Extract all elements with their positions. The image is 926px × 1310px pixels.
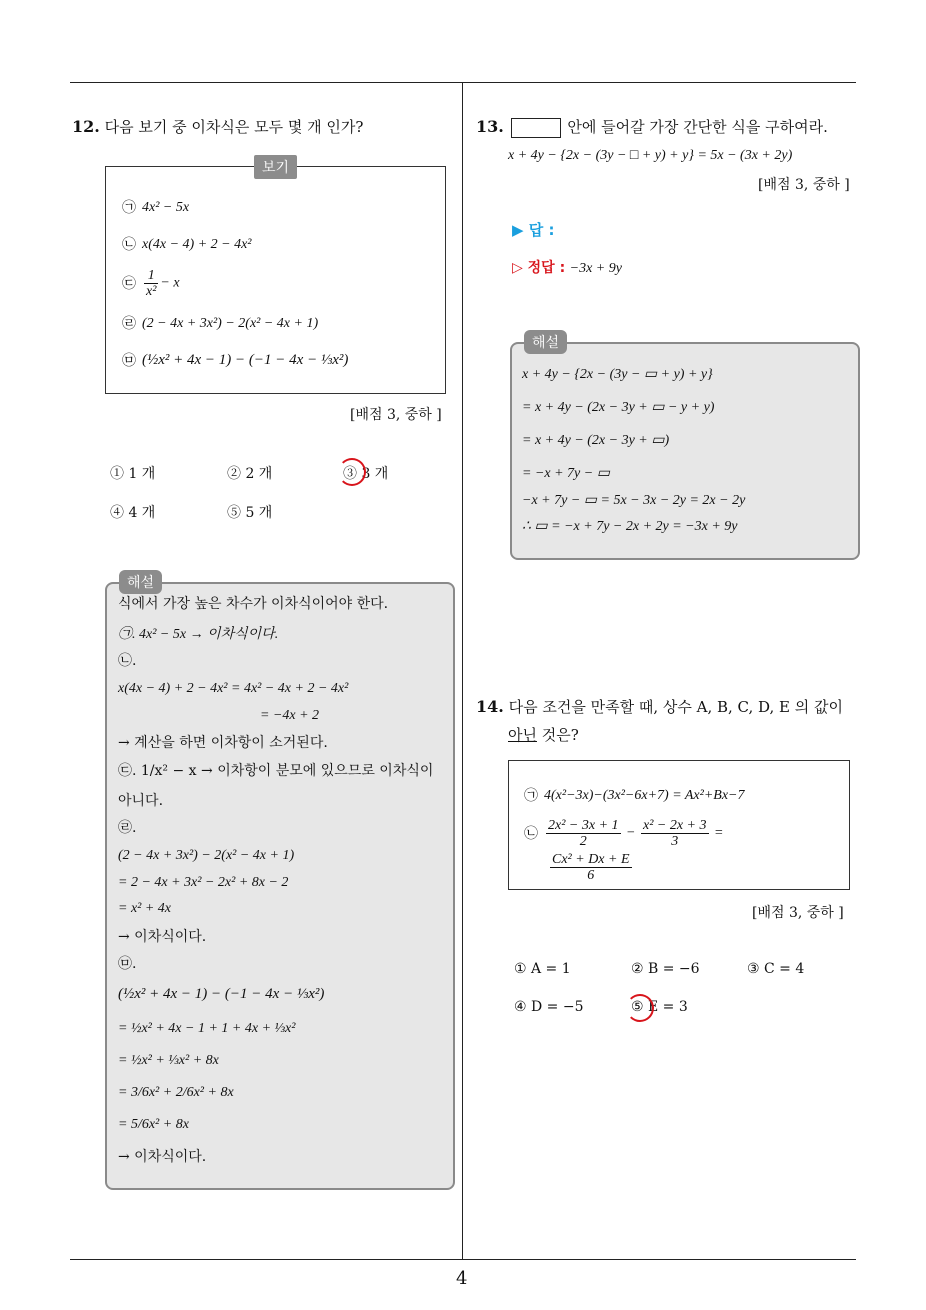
q13-correct-answer <box>512 257 622 277</box>
column-divider <box>462 82 463 1260</box>
q13-correct-value: −3x + 9y <box>569 261 622 276</box>
q14-text-1: 다음 조건을 만족할 때, 상수 A, B, C, D, E 의 값이 <box>508 698 844 716</box>
q12-number: 12. <box>72 117 100 136</box>
q14-condition-1: ㉠ 4(x²−3x)−(3x²−6x+7) = Ax²+Bx−7 <box>524 787 745 804</box>
q14-condition-2: ㉡ $\frac{\text{2x² − 3x + 1}}{2}$ − $\frac{\text{x² − 2x + 3}}{3}$ = <box>524 818 724 849</box>
q14-question-line1 <box>476 696 843 717</box>
q12-item-4: ㉣ (2 − 4x + 3x²) − 2(x² − 4x + 1) <box>122 315 319 332</box>
q13-question <box>476 116 828 138</box>
q12-option-4[interactable]: ④ 4 개 <box>110 505 156 521</box>
q12-answer-mark <box>338 458 366 486</box>
q13-solution-label: 해설 <box>524 330 567 354</box>
q12-item-5: ㉤ (½x² + 4x − 1) − (−1 − 4x − ⅓x²) <box>122 352 349 369</box>
q14-text-2: 것은? <box>536 726 579 744</box>
q12-option-5[interactable]: ⑤ 5 개 <box>227 505 273 521</box>
q13-correct-label: ▷ 정답 : <box>512 260 566 276</box>
q13-answer-blank <box>511 118 561 138</box>
q12-item-3: ㉢ $\frac{1}{\text{x²}}$ − x <box>122 268 180 299</box>
q12-option-3[interactable]: ③ 3 개 <box>343 466 389 482</box>
q14-condition-2-rhs: $\frac{\text{Cx² + Dx + E}}{6}$ <box>552 852 630 883</box>
q14-score: [배점 3, 중하 ] <box>752 905 844 921</box>
q12-bogi-label: 보기 <box>254 155 297 179</box>
q14-option-4[interactable]: ④ D = −5 <box>514 999 584 1015</box>
q14-question-line2 <box>508 724 579 745</box>
bottom-rule <box>70 1259 856 1260</box>
q13-text: 안에 들어갈 가장 간단한 식을 구하여라. <box>567 118 828 136</box>
q14-option-3[interactable]: ③ C = 4 <box>747 961 805 977</box>
q13-number: 13. <box>476 117 504 136</box>
q12-score: [배점 3, 중하 ] <box>350 407 442 423</box>
q14-number: 14. <box>476 697 504 716</box>
q12-question <box>72 116 363 137</box>
q12-item-2: ㉡ x(4x − 4) + 2 − 4x² <box>122 236 252 253</box>
q13-equation: x + 4y − {2x − (3y − □ + y) + y} = 5x − (3x + 2y) <box>508 148 793 163</box>
q12-option-2[interactable]: ② 2 개 <box>227 466 273 482</box>
q14-underlined-word: 아닌 <box>508 726 537 744</box>
q12-item-1: ㉠ 4x² − 5x <box>122 199 190 216</box>
q12-solution-label: 해설 <box>119 570 162 594</box>
top-rule <box>70 82 856 83</box>
q14-option-5[interactable]: ⑤ E = 3 <box>631 999 688 1015</box>
q14-option-2[interactable]: ② B = −6 <box>631 961 700 977</box>
q14-option-1[interactable]: ① A = 1 <box>514 961 571 977</box>
q13-answer-label: ▶ 답 : <box>512 221 555 239</box>
q12-option-1[interactable]: ① 1 개 <box>110 466 156 482</box>
q14-answer-mark <box>626 994 654 1022</box>
page-number: 4 <box>456 1268 468 1289</box>
q12-text: 다음 보기 중 이차식은 모두 몇 개 인가? <box>104 118 364 136</box>
q13-score: [배점 3, 중하 ] <box>758 177 850 193</box>
